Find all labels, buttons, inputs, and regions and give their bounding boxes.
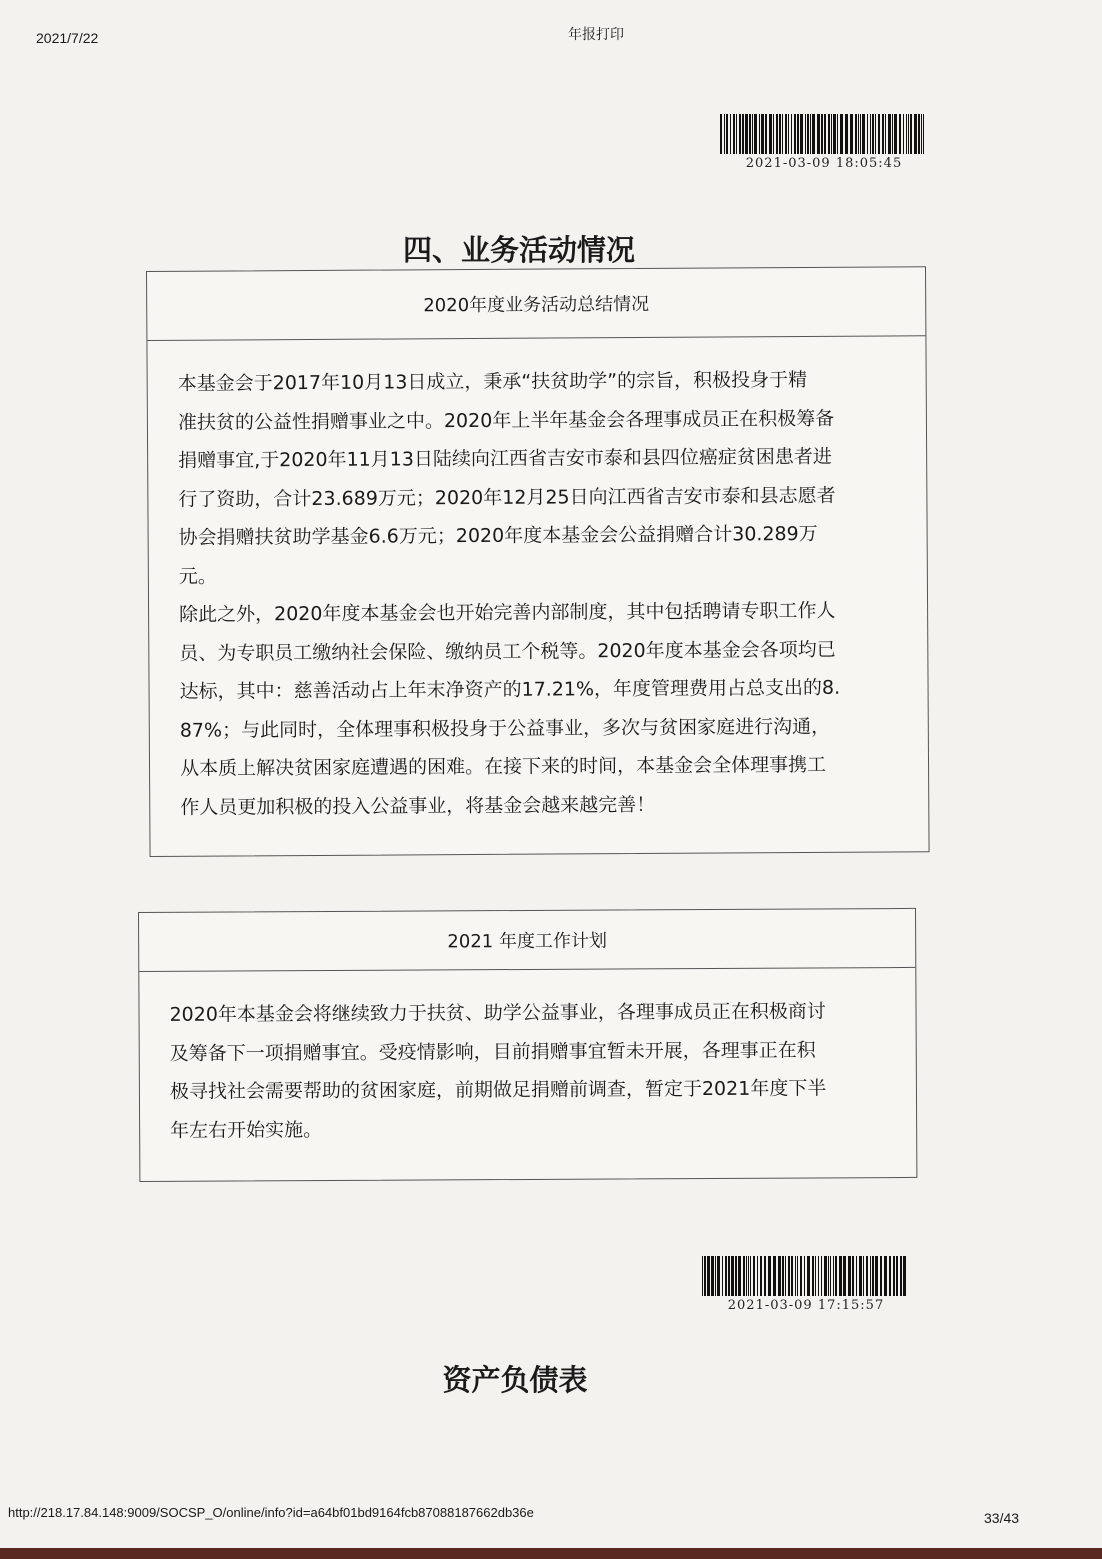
barcode-bar (745, 114, 748, 154)
barcode-bar (859, 1256, 862, 1296)
barcode-bar (807, 114, 809, 154)
barcode-bar (867, 114, 868, 154)
barcode-bar (850, 114, 853, 154)
barcode-bar (893, 1256, 895, 1296)
print-header-title: 年报打印 (568, 27, 624, 43)
barcode-bar (728, 1256, 730, 1296)
barcode-bar (704, 1256, 706, 1296)
summary-heading: 2020年度业务活动总结情况 (147, 267, 925, 341)
barcode-bar (833, 1256, 834, 1296)
barcode-image (702, 1256, 910, 1296)
barcode-bar (807, 1256, 810, 1296)
barcode-bar (788, 1256, 790, 1296)
barcode-timestamp: 2021-03-09 18:05:45 (745, 156, 903, 171)
barcode-bar (884, 1256, 887, 1296)
barcode-bar (748, 1256, 749, 1296)
scan-edge (0, 1548, 1102, 1559)
barcode-bar (782, 1256, 784, 1296)
barcode-bar (711, 1256, 714, 1296)
barcode-bar (735, 1256, 737, 1296)
plan-line: 及筹备下一项捐赠事宜。受疫情影响，目前捐赠事宜暂未开展，各理事正在积 (169, 1038, 816, 1065)
barcode-bar (856, 1256, 857, 1296)
barcode-bar (828, 114, 830, 154)
barcode-bar (896, 1256, 898, 1296)
barcode-bar (855, 114, 857, 154)
barcode-bar (791, 114, 792, 154)
summary-body (147, 336, 928, 827)
barcode-bar (843, 1256, 846, 1296)
summary-line: 达标，其中：慈善活动占上年末净资产的17.21%，年度管理费用占总支出的8. (179, 676, 841, 703)
page-number: 33/43 (984, 1510, 1020, 1526)
barcode-bar (812, 114, 815, 154)
barcode-bar (875, 1256, 878, 1296)
barcode-bar (821, 114, 823, 154)
barcode-bar (817, 114, 820, 154)
barcode-bar (903, 114, 904, 154)
barcode-bar (900, 1256, 902, 1296)
barcode-bar (862, 114, 865, 154)
summary-line: 除此之外，2020年度本基金会也开始完善内部制度，其中包括聘请专职工作人 (179, 599, 836, 626)
barcode-bar (818, 1256, 819, 1296)
barcode-bar (715, 1256, 716, 1296)
barcode-bar (878, 114, 880, 154)
plan-line: 极寻找社会需要帮助的贫困家庭，前期做足捐赠前调查，暂定于2021年度下半 (169, 1077, 827, 1103)
summary-line: 从本质上解决贫困家庭遭遇的困难。在接下来的时间，本基金会全体理事携工 (179, 753, 827, 780)
barcode-bar (778, 1256, 781, 1296)
barcode-top (720, 114, 928, 171)
barcode-bar (795, 1256, 796, 1296)
barcode-bar (908, 114, 909, 154)
barcode-bar (753, 1256, 755, 1296)
barcode-bar (800, 114, 803, 154)
barcode-bar (824, 1256, 827, 1296)
barcode-bar (860, 114, 861, 154)
barcode-bar (779, 114, 781, 154)
barcode-bar (845, 114, 848, 154)
barcode-bar (746, 1256, 747, 1296)
barcode-bar (702, 1256, 703, 1296)
barcode-bar (765, 114, 767, 154)
barcode-bar (805, 114, 806, 154)
summary-line: 行了资助，合计23.689万元；2020年12月25日向江西省吉安市泰和县志愿者 (178, 484, 836, 511)
barcode-bar (743, 1256, 745, 1296)
balance-sheet-title: 资产负债表 (442, 1363, 588, 1397)
barcode-bar (782, 114, 783, 154)
summary-line: 协会捐赠扶贫助学基金6.6万元；2020年度本基金会公益捐赠合计30.289万 (178, 522, 818, 549)
barcode-bar (707, 1256, 710, 1296)
barcode-bar (733, 114, 735, 154)
barcode-bar (815, 1256, 816, 1296)
barcode-bar (839, 1256, 842, 1296)
plan-box (138, 908, 917, 1182)
barcode-bar (918, 114, 920, 154)
barcode-bar (760, 1256, 762, 1296)
barcode-bar (872, 1256, 874, 1296)
barcode-bar (880, 1256, 882, 1296)
barcode-bar (722, 1256, 723, 1296)
barcode-bar (882, 114, 884, 154)
barcode-bar (800, 1256, 802, 1296)
barcode-bar (821, 1256, 822, 1296)
barcode-bar (768, 1256, 771, 1296)
barcode-bar (921, 114, 922, 154)
plan-line: 年左右开始实施。 (170, 1118, 323, 1142)
barcode-bar (785, 114, 787, 154)
summary-line: 作人员更加积极的投入公益事业，将基金会越来越完善！ (180, 793, 656, 819)
barcode-bar (870, 114, 871, 154)
barcode-bar (764, 1256, 766, 1296)
barcode-bar (888, 114, 891, 154)
barcode-bar (761, 114, 764, 154)
plan-body (139, 968, 916, 1150)
barcode-bar (773, 1256, 776, 1296)
barcode-timestamp: 2021-03-09 17:15:57 (727, 1298, 885, 1313)
summary-line: 87%；与此同时，全体理事积极投身于公益事业，多次与贫困家庭进行沟通， (179, 715, 831, 742)
section-title: 四、业务活动情况 (402, 233, 635, 267)
barcode-bar (858, 114, 859, 154)
barcode-bar (717, 1256, 720, 1296)
summary-line: 准扶贫的公益性捐赠事业之中。2020年上半年基金会各理事成员正在积极筹备 (177, 407, 835, 434)
summary-line: 本基金会于2017年10月13日成立，秉承“扶贫助学”的宗旨，积极投身于精 (177, 368, 808, 395)
barcode-bar (833, 114, 836, 154)
barcode-bar (875, 114, 876, 154)
barcode-bar (899, 114, 901, 154)
plan-heading: 2021 年度工作计划 (139, 909, 915, 972)
barcode-bar (914, 114, 917, 154)
barcode-bar (720, 114, 722, 154)
barcode-bar (752, 114, 753, 154)
barcode-bar (773, 114, 774, 154)
barcode-bar (923, 114, 924, 154)
barcode-bottom (702, 1256, 910, 1313)
barcode-bar (750, 1256, 751, 1296)
summary-box (146, 266, 930, 857)
barcode-bar (794, 114, 796, 154)
barcode-bar (863, 1256, 864, 1296)
barcode-bar (797, 1256, 798, 1296)
barcode-bar (726, 114, 728, 154)
barcode-bar (749, 114, 751, 154)
barcode-bar (739, 114, 741, 154)
barcode-bar (731, 1256, 734, 1296)
barcode-bar (725, 1256, 727, 1296)
barcode-bar (788, 114, 789, 154)
footer-url: http://218.17.84.148:9009/SOCSP_O/online/info?id=a64bf01bd9164fcb87088187662db36e (8, 1505, 534, 1520)
barcode-bar (837, 114, 838, 154)
summary-line: 捐赠事宜,于2020年11月13日陆续向江西省吉安市泰和县四位癌症贫困患者进 (178, 445, 832, 472)
barcode-bar (754, 114, 757, 154)
barcode-bar (738, 1256, 741, 1296)
barcode-bar (769, 114, 772, 154)
print-date: 2021/7/22 (36, 30, 99, 46)
barcode-bar (810, 114, 811, 154)
barcode-bar (906, 114, 907, 154)
barcode-bar (791, 1256, 793, 1296)
barcode-bar (785, 1256, 786, 1296)
barcode-image (720, 114, 928, 154)
barcode-bar (894, 114, 897, 154)
barcode-bar (824, 114, 826, 154)
barcode-bar (852, 1256, 854, 1296)
barcode-bar (870, 1256, 871, 1296)
barcode-bar (812, 1256, 814, 1296)
barcode-bar (848, 1256, 851, 1296)
barcode-bar (830, 1256, 831, 1296)
barcode-bar (910, 114, 912, 154)
barcode-bar (804, 1256, 805, 1296)
barcode-bar (776, 114, 778, 154)
summary-line: 元。 (178, 565, 217, 588)
barcode-bar (835, 1256, 837, 1296)
barcode-bar (759, 114, 760, 154)
barcode-bar (866, 1256, 868, 1296)
barcode-bar (892, 114, 893, 154)
barcode-bar (736, 114, 737, 154)
plan-line: 2020年本基金会将继续致力于扶贫、助学公益事业，各理事成员正在积极商讨 (169, 1000, 826, 1026)
barcode-bar (885, 114, 886, 154)
barcode-bar (828, 1256, 829, 1296)
barcode-bar (889, 1256, 891, 1296)
barcode-bar (903, 1256, 906, 1296)
barcode-bar (742, 114, 744, 154)
barcode-bar (797, 114, 799, 154)
barcode-bar (840, 114, 843, 154)
barcode-bar (724, 114, 725, 154)
barcode-bar (872, 114, 874, 154)
barcode-bar (757, 1256, 758, 1296)
summary-line: 员、为专职员工缴纳社会保险、缴纳员工个税等。2020年度本基金会各项均已 (179, 638, 836, 665)
barcode-bar (831, 114, 832, 154)
barcode-bar (730, 114, 731, 154)
